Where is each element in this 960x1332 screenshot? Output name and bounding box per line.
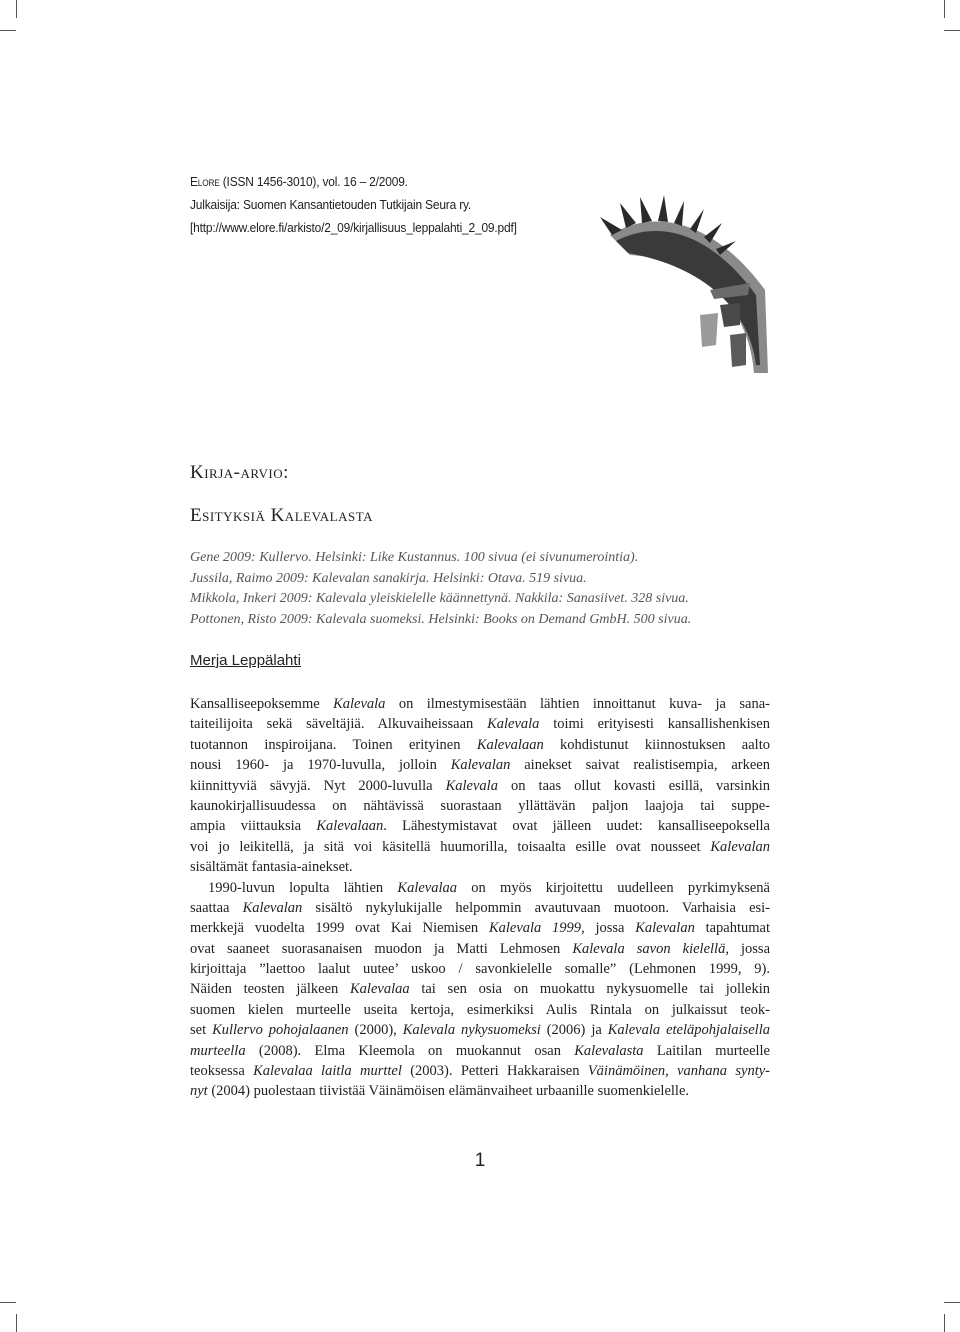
author-name: Merja Leppälahti <box>190 652 301 669</box>
text-run: . Lähestymistavat ovat jälleen uudet: kansalliseepoksella <box>383 818 770 835</box>
text-run: (2003). Petteri Hakkaraisen <box>401 1063 588 1080</box>
italic-title: Kalevalan <box>242 899 303 916</box>
journal-name: Elore <box>190 174 220 189</box>
body-line <box>190 816 770 836</box>
journal-publisher: Julkaisija: Suomen Kansantietouden Tutkijain Seura ry. <box>190 197 472 212</box>
italic-title: Kalevala <box>445 777 498 794</box>
crop-mark <box>16 1314 17 1332</box>
review-kind: Kirja-arvio: <box>190 462 289 483</box>
italic-title: Kalevala eteläpohjalaisella <box>607 1022 770 1039</box>
crop-mark <box>944 30 960 31</box>
text-run: nousi 1960- ja 1970-luvulla, jolloin <box>190 757 451 774</box>
crop-mark <box>944 0 945 18</box>
italic-title: Kalevala <box>333 696 386 712</box>
italic-title: Kalevalan <box>710 838 770 855</box>
italic-title: Kalevalaan <box>476 736 544 753</box>
italic-title: Kalevalaa <box>350 981 410 998</box>
book-reference: Jussila, Raimo 2009: Kalevalan sanakirja. Helsinki: Otava. 519 sivua. <box>190 570 587 586</box>
journal-header <box>190 170 517 239</box>
text-run: on taas ollut kovasti esillä, varsinkin <box>497 777 770 794</box>
crop-mark <box>0 30 16 31</box>
text-run: 1990-luvun lopulta lähtien <box>208 879 398 896</box>
body-line <box>190 1000 770 1020</box>
body-line <box>190 796 770 816</box>
body-line <box>190 898 770 918</box>
crop-mark <box>944 1302 960 1303</box>
body-line <box>190 735 770 755</box>
italic-title: Kalevala <box>487 716 540 733</box>
book-reference: Pottonen, Risto 2009: Kalevala suomeksi. Helsinki: Books on Demand GmbH. 500 sivua. <box>190 611 692 627</box>
body-line <box>190 837 770 857</box>
body-line <box>190 1081 770 1101</box>
text-run: taiteilijoita sekä säveltäjiä. Alkuvaiheissaan <box>190 716 488 733</box>
text-run: ainekset saivat realistisempia, arkeen <box>510 757 770 774</box>
crop-mark <box>16 0 17 18</box>
text-run: (2004) puolestaan tiivistää Väinämöisen elämänvaiheet urbaanille suomenkielelle. <box>207 1083 690 1100</box>
text-run: voi jo leikitellä, ja sitä voi käsitellä huumorilla, toisaalta esille ovat nousseet <box>190 838 711 855</box>
text-run: tai sen osia on muokattu nykysuomelle tai jollekin <box>409 981 771 998</box>
text-run: , jossa <box>725 940 771 957</box>
journal-issn: (ISSN 1456-3010), vol. 16 – 2/2009. <box>219 174 408 189</box>
text-run: (2000), <box>348 1022 403 1039</box>
journal-url: [http://www.elore.fi/arkisto/2_09/kirjallisuus_leppalahti_2_09.pdf] <box>190 220 517 235</box>
text-run: set <box>190 1022 213 1039</box>
italic-title: Kullervo pohojalaanen <box>212 1022 349 1039</box>
italic-title: nyt <box>190 1083 208 1100</box>
body-line <box>190 959 770 979</box>
body-line <box>190 857 770 877</box>
body-line <box>190 1041 770 1061</box>
book-references <box>190 548 691 630</box>
text-run: , jossa <box>581 920 636 937</box>
review-title: Esityksiä Kalevalasta <box>190 505 374 526</box>
text-run: sisältö nykylukijalle helpommin avautuvaan muotoon. Varhaisia esi- <box>302 899 770 916</box>
text-run: (2006) ja <box>540 1022 608 1039</box>
italic-title: Kalevalaan <box>316 818 384 835</box>
italic-title: Kalevala nykysuomeksi <box>402 1022 541 1039</box>
body-line <box>190 1020 770 1040</box>
body-line <box>190 979 770 999</box>
text-run: merkkejä vuodelta 1999 ovat Kai Niemisen <box>190 920 489 937</box>
italic-title: Kalevalaa laitla murttel <box>253 1063 402 1080</box>
crop-mark <box>944 1314 945 1332</box>
text-run: tapahtumat <box>694 920 771 937</box>
text-run: kaunokirjallisuudessa on nähtävissä suorastaan yllättävän paljon laajoja tai suppe- <box>190 797 770 814</box>
ornament-logo <box>590 195 772 373</box>
body-line <box>190 714 770 734</box>
italic-title: Kalevalan <box>635 920 695 937</box>
italic-title: Väinämöinen, vanhana synty- <box>587 1063 770 1080</box>
text-run: Näiden teosten jälkeen <box>190 981 350 998</box>
italic-title: Kalevalasta <box>574 1042 644 1059</box>
text-run: toimi erityisesti kansallishenkisen <box>539 716 770 733</box>
page-number: 1 <box>474 1150 486 1171</box>
text-run: (2008). Elma Kleemola on muokannut osan <box>245 1042 575 1059</box>
body-line <box>190 1061 770 1081</box>
text-run: kohdistunut kiinnostuksen aalto <box>543 736 770 753</box>
text-run: suomen kielen murteelle useita kertoja, esimerkiksi Aulis Rintala on julkaissut teok- <box>190 1001 770 1018</box>
body-line <box>190 755 770 775</box>
text-run: on myös kirjoitettu uudelleen pyrkimyksenä <box>457 879 770 896</box>
text-run: kiinnittyviä sävyjä. Nyt 2000-luvulla <box>190 777 446 794</box>
text-run: Laitilan murteelle <box>643 1042 770 1059</box>
body-line <box>190 939 770 959</box>
italic-title: murteella <box>190 1042 246 1059</box>
text-run: Kansalliseepoksemme <box>190 696 334 712</box>
book-reference: Gene 2009: Kullervo. Helsinki: Like Kustannus. 100 sivua (ei sivunumerointia). <box>190 550 639 565</box>
italic-title: Kalevalan <box>450 757 511 774</box>
body-line <box>190 918 770 938</box>
review-body <box>190 694 770 1102</box>
journal-issn-line <box>190 170 517 193</box>
text-run: ovat saaneet suorasanaisen muodon ja Matti Lehmosen <box>190 940 573 957</box>
body-line <box>190 878 770 898</box>
text-run: tuotannon inspiroijana. Toinen erityinen <box>190 736 477 753</box>
text-run: on ilmestymisestään lähtien innoittanut kuva- ja sana- <box>385 696 770 712</box>
text-run: sisältämät fantasia-ainekset. <box>190 859 353 876</box>
body-line <box>190 776 770 796</box>
italic-title: Kalevalaa <box>397 879 458 896</box>
text-run: ampia viittauksia <box>190 818 317 835</box>
text-run: teoksessa <box>190 1063 254 1080</box>
text-run: saattaa <box>190 899 243 916</box>
italic-title: Kalevala 1999 <box>488 920 582 937</box>
text-run: kirjoittaja ”laettoo laalut uutee’ uskoo / savonkielelle somalle” (Lehmonen 1999, 9). <box>190 961 770 978</box>
body-line <box>190 694 770 714</box>
crop-mark <box>0 1302 16 1303</box>
book-reference: Mikkola, Inkeri 2009: Kalevala yleiskielelle käännettynä. Nakkila: Sanasiivet. 328 sivua. <box>190 591 689 606</box>
italic-title: Kalevala savon kielellä <box>572 940 726 957</box>
